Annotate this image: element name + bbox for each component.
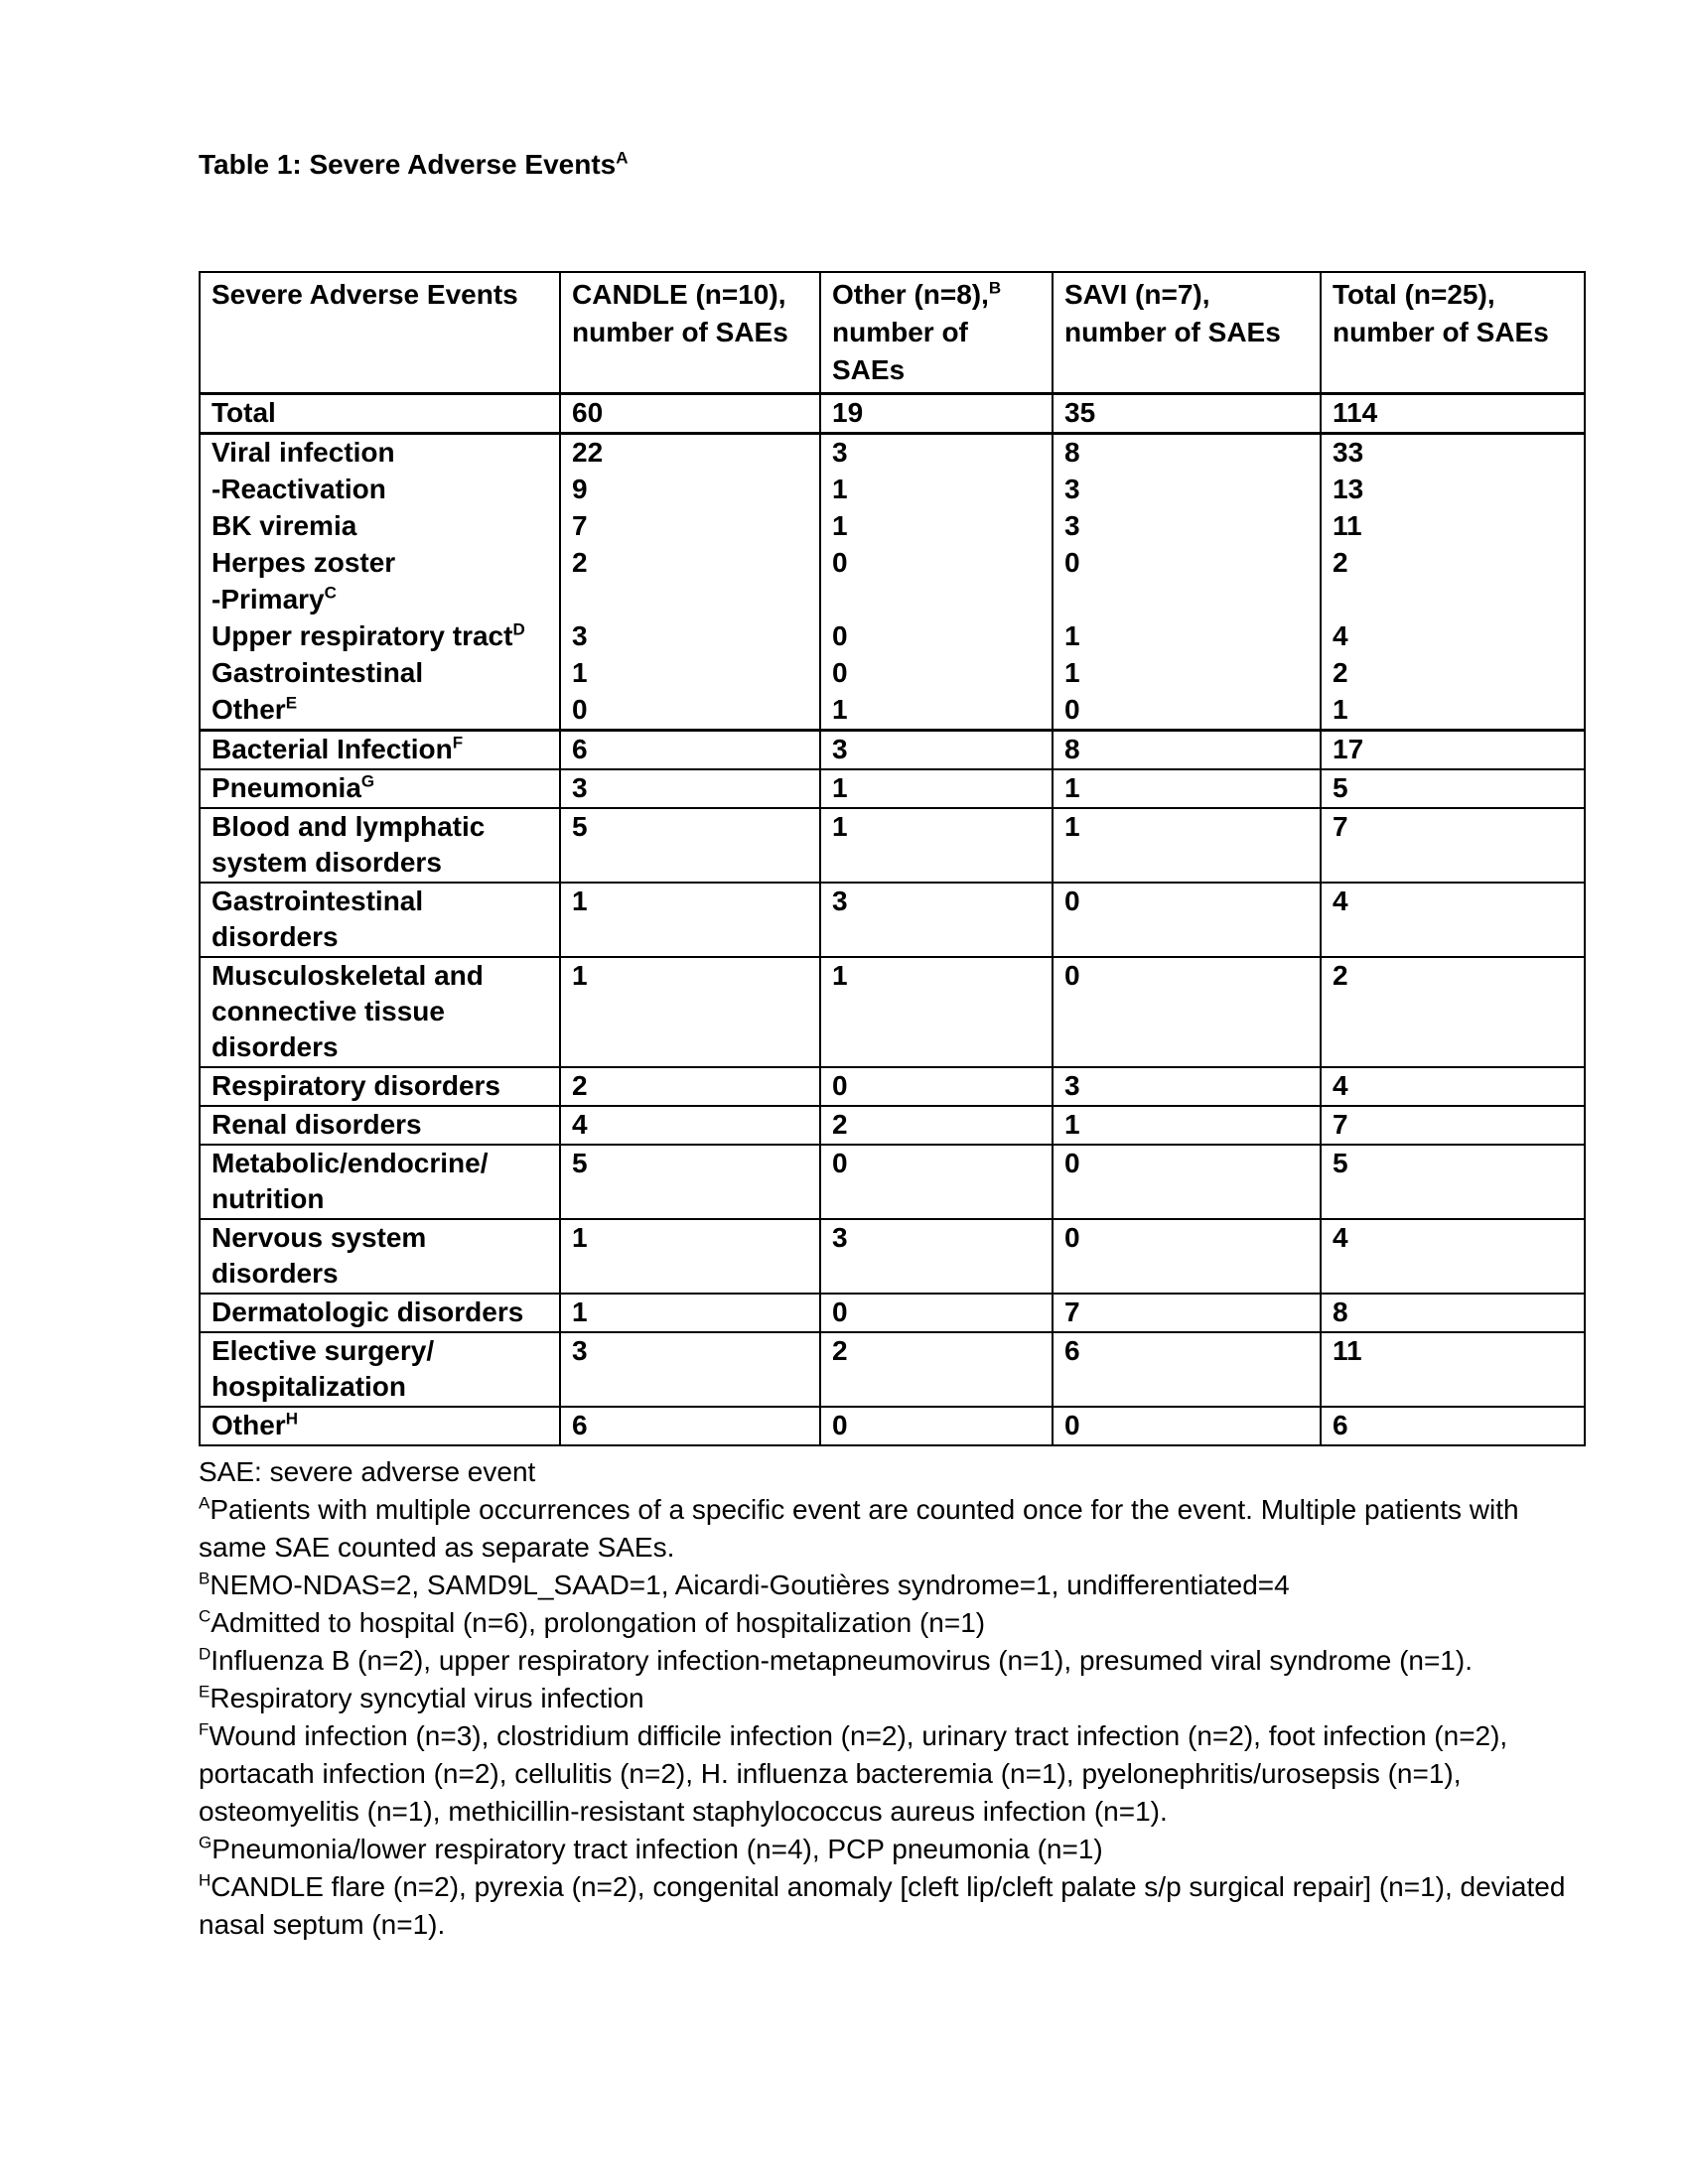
row-label: Renal disorders bbox=[200, 1106, 560, 1145]
table-row bbox=[200, 957, 1585, 1067]
cell-value: 2 bbox=[1321, 957, 1585, 1067]
cell-value: 3 bbox=[560, 1332, 820, 1407]
table-body bbox=[200, 394, 1585, 1446]
row-label: Nervous system disorders bbox=[200, 1219, 560, 1294]
cell-value: 11 bbox=[1321, 508, 1585, 545]
cell-value: 0 bbox=[1053, 883, 1321, 957]
table-row bbox=[200, 655, 1585, 692]
cell-value: 3 bbox=[820, 731, 1053, 770]
cell-value: 5 bbox=[1321, 1145, 1585, 1219]
cell-value: 6 bbox=[560, 731, 820, 770]
cell-value: 0 bbox=[820, 618, 1053, 655]
cell-value: 0 bbox=[820, 545, 1053, 582]
cell-value: 13 bbox=[1321, 472, 1585, 508]
cell-value: 19 bbox=[820, 394, 1053, 434]
column-header-0 bbox=[200, 272, 560, 394]
row-label: -Reactivation bbox=[200, 472, 560, 508]
row-label: -Primary$^C$ bbox=[200, 582, 560, 618]
table-row bbox=[200, 582, 1585, 618]
cell-value: 35 bbox=[1053, 394, 1321, 434]
cell-value: 7 bbox=[1321, 1106, 1585, 1145]
cell-value: 1 bbox=[820, 472, 1053, 508]
cell-value: 8 bbox=[1321, 1294, 1585, 1332]
column-header-line2: number of SAEs bbox=[1064, 317, 1281, 347]
cell-value: 0 bbox=[1053, 692, 1321, 731]
superscript-marker: B bbox=[988, 278, 1002, 298]
cell-value: 1 bbox=[820, 808, 1053, 883]
cell-value: 8 bbox=[1053, 434, 1321, 473]
footnote: $^H$CANDLE flare (n=2), pyrexia (n=2), congenital anomaly [cleft lip/cleft palate s/p surgical repair] (n=1), deviated nasal septum (n=1). bbox=[199, 1870, 1566, 1940]
cell-value bbox=[560, 582, 820, 618]
footnote-superscript: D bbox=[199, 1644, 211, 1664]
cell-value: 33 bbox=[1321, 434, 1585, 473]
cell-value: 0 bbox=[820, 1407, 1053, 1445]
footnote-superscript: B bbox=[199, 1569, 211, 1588]
cell-value: 3 bbox=[1053, 1067, 1321, 1106]
cell-value: 1 bbox=[1053, 1106, 1321, 1145]
table-row bbox=[200, 883, 1585, 957]
cell-value: 5 bbox=[560, 808, 820, 883]
cell-value: 1 bbox=[820, 957, 1053, 1067]
footnotes bbox=[199, 1453, 1584, 1944]
cell-value: 0 bbox=[560, 692, 820, 731]
table-row bbox=[200, 1294, 1585, 1332]
row-label: Herpes zoster bbox=[200, 545, 560, 582]
cell-value: 1 bbox=[560, 957, 820, 1067]
row-label: Metabolic/​endocrine/​nutrition bbox=[200, 1145, 560, 1219]
footnote-superscript: H bbox=[199, 1870, 211, 1890]
cell-value: 1 bbox=[560, 1219, 820, 1294]
column-header-line1: CANDLE (n=10), bbox=[572, 279, 786, 310]
footnote-superscript: C bbox=[199, 1606, 211, 1626]
cell-value: 0 bbox=[1053, 1145, 1321, 1219]
footnote: SAE: severe adverse event bbox=[199, 1456, 536, 1487]
row-label: Gastrointestinal disorders bbox=[200, 883, 560, 957]
cell-value: 1 bbox=[1053, 808, 1321, 883]
row-label: Upper respiratory tract$^D$ bbox=[200, 618, 560, 655]
superscript-marker: D bbox=[512, 619, 525, 639]
cell-value: 5 bbox=[1321, 769, 1585, 808]
footnote-superscript: E bbox=[199, 1682, 211, 1702]
cell-value: 11 bbox=[1321, 1332, 1585, 1407]
cell-value: 4 bbox=[560, 1106, 820, 1145]
table-row bbox=[200, 472, 1585, 508]
footnote-superscript: G bbox=[199, 1833, 212, 1852]
cell-value: 0 bbox=[820, 1145, 1053, 1219]
cell-value: 22 bbox=[560, 434, 820, 473]
cell-value: 7 bbox=[1053, 1294, 1321, 1332]
cell-value: 3 bbox=[560, 769, 820, 808]
page-title bbox=[199, 146, 1584, 184]
cell-value: 3 bbox=[820, 883, 1053, 957]
table-row bbox=[200, 394, 1585, 434]
cell-value: 17 bbox=[1321, 731, 1585, 770]
cell-value: 2 bbox=[1321, 545, 1585, 582]
cell-value: 6 bbox=[1321, 1407, 1585, 1445]
column-header-line1: Other (n=8),$^B$ bbox=[832, 278, 1002, 310]
cell-value: 0 bbox=[1053, 957, 1321, 1067]
row-label: Respiratory disorders bbox=[200, 1067, 560, 1106]
page-title-superscript: A bbox=[616, 148, 629, 168]
table-row bbox=[200, 508, 1585, 545]
cell-value: 0 bbox=[820, 1067, 1053, 1106]
cell-value: 4 bbox=[1321, 618, 1585, 655]
table-row bbox=[200, 434, 1585, 473]
table-row bbox=[200, 1106, 1585, 1145]
row-label: Viral infection bbox=[200, 434, 560, 473]
cell-value: 8 bbox=[1053, 731, 1321, 770]
cell-value: 7 bbox=[560, 508, 820, 545]
cell-value: 0 bbox=[1053, 1407, 1321, 1445]
cell-value: 1 bbox=[820, 508, 1053, 545]
cell-value: 3 bbox=[560, 618, 820, 655]
cell-value: 3 bbox=[1053, 472, 1321, 508]
column-header-line2: number of SAEs bbox=[1333, 317, 1549, 347]
table-row bbox=[200, 1067, 1585, 1106]
superscript-marker: E bbox=[285, 693, 298, 713]
cell-value: 2 bbox=[560, 1067, 820, 1106]
cell-value: 1 bbox=[560, 655, 820, 692]
table-row bbox=[200, 618, 1585, 655]
cell-value: 4 bbox=[1321, 883, 1585, 957]
cell-value: 60 bbox=[560, 394, 820, 434]
superscript-marker: G bbox=[360, 771, 375, 791]
table-row bbox=[200, 769, 1585, 808]
cell-value: 4 bbox=[1321, 1067, 1585, 1106]
footnote-superscript: A bbox=[199, 1493, 211, 1513]
row-label: Elective surgery/​hospitalization bbox=[200, 1332, 560, 1407]
footnote-superscript: F bbox=[199, 1719, 210, 1739]
superscript-marker: F bbox=[452, 733, 464, 752]
superscript-marker: H bbox=[285, 1409, 298, 1429]
cell-value: 5 bbox=[560, 1145, 820, 1219]
cell-value: 9 bbox=[560, 472, 820, 508]
superscript-marker: C bbox=[324, 583, 337, 603]
column-header-1 bbox=[560, 272, 820, 394]
column-header-2 bbox=[820, 272, 1053, 394]
cell-value: 6 bbox=[1053, 1332, 1321, 1407]
table-row bbox=[200, 1332, 1585, 1407]
table-head bbox=[200, 272, 1585, 394]
row-label: Gastrointestinal bbox=[200, 655, 560, 692]
cell-value: 2 bbox=[820, 1106, 1053, 1145]
cell-value: 1 bbox=[1321, 692, 1585, 731]
cell-value bbox=[820, 582, 1053, 618]
table-row bbox=[200, 692, 1585, 731]
table-row bbox=[200, 731, 1585, 770]
row-label: Pneumonia$^G$ bbox=[200, 769, 560, 808]
column-header-4 bbox=[1321, 272, 1585, 394]
cell-value: 6 bbox=[560, 1407, 820, 1445]
table-row bbox=[200, 1145, 1585, 1219]
footnote: $^E$Respiratory syncytial virus infection bbox=[199, 1682, 644, 1713]
cell-value: 0 bbox=[820, 1294, 1053, 1332]
column-header-3 bbox=[1053, 272, 1321, 394]
column-header-line2: number of SAEs bbox=[572, 317, 788, 347]
row-label: Other$^E$ bbox=[200, 692, 560, 731]
table-header-row bbox=[200, 272, 1585, 394]
footnote: $^G$Pneumonia/lower respiratory tract infection (n=4), PCP pneumonia (n=1) bbox=[199, 1833, 1103, 1864]
footnote: $^F$Wound infection (n=3), clostridium difficile infection (n=2), urinary tract infection (n=2), foot infection (n=2), portacath infection (n=2), cellulitis (n=2), H. influenza bacteremia (n=1), pyelonephritis/urosepsis (n=1), osteomyelitis (n=1), methicillin-resistant staphylococcus aureus infection (n=1). bbox=[199, 1719, 1508, 1827]
table-row bbox=[200, 1219, 1585, 1294]
cell-value: 2 bbox=[1321, 655, 1585, 692]
cell-value: 1 bbox=[820, 692, 1053, 731]
cell-value: 1 bbox=[1053, 618, 1321, 655]
table-row bbox=[200, 1407, 1585, 1445]
cell-value: 2 bbox=[820, 1332, 1053, 1407]
column-header-line2: number of SAEs bbox=[832, 317, 968, 385]
column-header-line1: Severe Adverse Events bbox=[211, 279, 518, 310]
cell-value bbox=[1321, 582, 1585, 618]
row-label: BK viremia bbox=[200, 508, 560, 545]
severe-adverse-events-table bbox=[199, 271, 1586, 1446]
cell-value: 3 bbox=[820, 1219, 1053, 1294]
cell-value: 0 bbox=[1053, 545, 1321, 582]
cell-value: 7 bbox=[1321, 808, 1585, 883]
column-header-line1: SAVI (n=7), bbox=[1064, 279, 1210, 310]
cell-value: 1 bbox=[820, 769, 1053, 808]
cell-value: 0 bbox=[1053, 1219, 1321, 1294]
row-label: Musculoskeletal and connective tissue disorders bbox=[200, 957, 560, 1067]
row-label: Total bbox=[200, 394, 560, 434]
footnote: $^B$NEMO-NDAS=2, SAMD9L_SAAD=1, Aicardi-Goutières syndrome=1, undifferentiated=4 bbox=[199, 1569, 1290, 1600]
cell-value: 114 bbox=[1321, 394, 1585, 434]
row-label: Bacterial Infection$^F$ bbox=[200, 731, 560, 770]
cell-value: 1 bbox=[1053, 769, 1321, 808]
table-row bbox=[200, 808, 1585, 883]
table-row bbox=[200, 545, 1585, 582]
document-page bbox=[199, 146, 1584, 1944]
cell-value: 1 bbox=[560, 1294, 820, 1332]
cell-value: 1 bbox=[1053, 655, 1321, 692]
cell-value bbox=[1053, 582, 1321, 618]
footnote: $^A$Patients with multiple occurrences of a specific event are counted once for the event. Multiple patients with same SAE counted as separate SAEs. bbox=[199, 1493, 1519, 1563]
row-label: Blood and lymphatic system disorders bbox=[200, 808, 560, 883]
cell-value: 4 bbox=[1321, 1219, 1585, 1294]
cell-value: 3 bbox=[820, 434, 1053, 473]
column-header-line1: Total (n=25), bbox=[1333, 279, 1495, 310]
page-title-text: Table 1: Severe Adverse Events bbox=[199, 149, 617, 180]
row-label: Other$^H$ bbox=[200, 1407, 560, 1445]
cell-value: 0 bbox=[820, 655, 1053, 692]
cell-value: 2 bbox=[560, 545, 820, 582]
footnote: $^D$Influenza B (n=2), upper respiratory infection-metapneumovirus (n=1), presumed viral syndrome (n=1). bbox=[199, 1644, 1473, 1676]
row-label: Dermatologic disorders bbox=[200, 1294, 560, 1332]
cell-value: 3 bbox=[1053, 508, 1321, 545]
cell-value: 1 bbox=[560, 883, 820, 957]
footnote: $^C$Admitted to hospital (n=6), prolongation of hospitalization (n=1) bbox=[199, 1606, 986, 1638]
